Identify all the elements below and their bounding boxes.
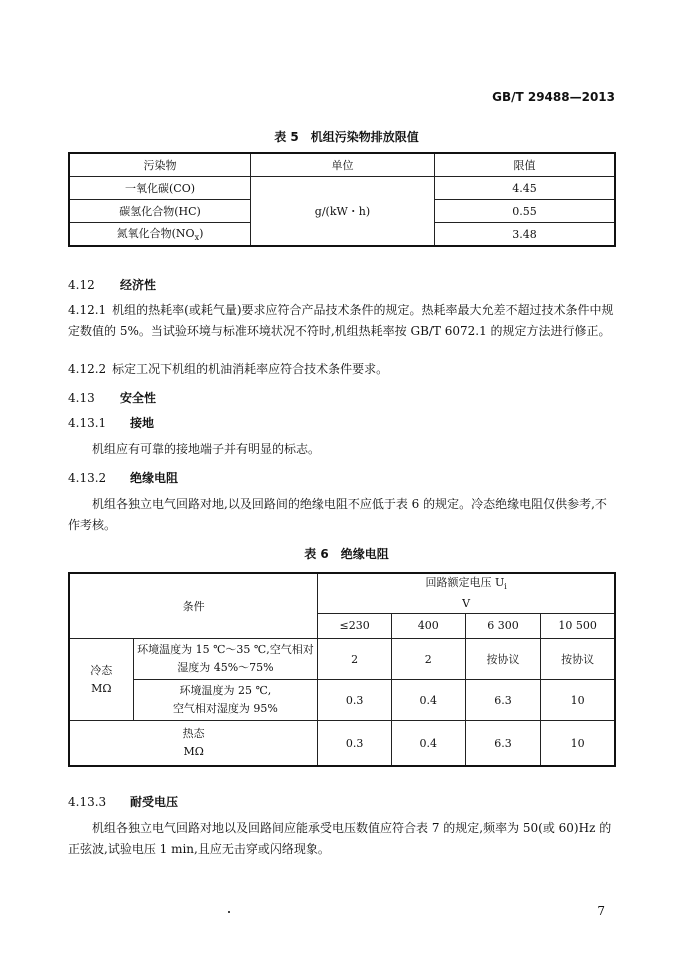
section-4-13-2-paragraph: 机组各独立电气回路对地,以及回路间的绝缘电阻不应低于表 6 的规定。冷态绝缘电阻仅供参考,不作考核。 — [68, 497, 607, 532]
table5-pollutant: 氮氧化合物$(NO_x)$ — [69, 223, 251, 247]
standard-code: GB/T 29488—2013 — [492, 90, 615, 104]
table-row — [69, 153, 615, 177]
table6-cold-label: 冷态 MΩ — [69, 639, 133, 721]
table6-value: 2 — [318, 639, 392, 680]
table5-limit: 0.55 — [435, 200, 616, 223]
table6-value: 0.3 — [318, 721, 392, 767]
section-4-13-2-heading: 4.13.2 绝缘电阻 — [68, 471, 179, 485]
scan-speck — [228, 911, 230, 913]
section-4-12-1-paragraph: 4.12.1 机组的热耗率(或耗气量)要求应符合产品技术条件的规定。热耗率最大允差不超过技术条件中规定数值的 5%。当试验环境与标准环境状况不符时,机组热耗率按 GB/T 6072.1 的规定方法进行修正。 — [68, 303, 614, 338]
section-4-13-1-heading: 4.13.1 接地 — [68, 416, 155, 430]
table6-value: 10 — [541, 721, 615, 767]
table6-value: 6.3 — [465, 721, 541, 767]
table6-caption: 表 6 绝缘电阻 — [304, 547, 389, 561]
table6-hot-label: 热态 MΩ — [69, 721, 318, 767]
table6-cold-condition: 环境温度为 15 ℃～35 ℃,空气相对 湿度为 45%～75% — [133, 639, 318, 680]
table6-voltage-400: 400 — [391, 613, 465, 638]
table-row — [69, 680, 615, 721]
table5-header-pollutant: 污染物 — [69, 153, 251, 177]
table5-caption: 表 5 机组污染物排放限值 — [274, 130, 419, 144]
table-row — [69, 573, 615, 613]
table6-voltage-10500: 10 500 — [541, 613, 615, 638]
table6-condition-header: 条件 — [69, 573, 318, 639]
table5-pollutant: 一氧化碳(CO) — [69, 177, 251, 200]
table5-limit: 3.48 — [435, 223, 616, 247]
table-row — [69, 639, 615, 680]
table5 — [68, 152, 616, 247]
table6-voltage-6300: 6 300 — [465, 613, 541, 638]
table6-value: 0.3 — [318, 680, 392, 721]
page-number: 7 — [597, 904, 605, 918]
table5-header-limit: 限值 — [435, 153, 616, 177]
table5-unit: g/(kW・h) — [251, 177, 435, 247]
table6-cold-condition: 环境温度为 25 ℃, 空气相对湿度为 95% — [133, 680, 318, 721]
section-4-12-heading: 4.12 经济性 — [68, 278, 157, 292]
section-4-12-2-paragraph: 4.12.2 标定工况下机组的机油消耗率应符合技术条件要求。 — [68, 362, 389, 376]
table-row — [69, 177, 615, 200]
section-4-13-1-paragraph: 机组应有可靠的接地端子并有明显的标志。 — [92, 442, 321, 456]
table6-value: 按协议 — [541, 639, 615, 680]
table6-value: 0.4 — [391, 680, 465, 721]
table6-value: 2 — [391, 639, 465, 680]
table6-value: 6.3 — [465, 680, 541, 721]
table5-limit: 4.45 — [435, 177, 616, 200]
table6-value: 10 — [541, 680, 615, 721]
section-4-13-3-paragraph: 机组各独立电气回路对地以及回路间应能承受电压数值应符合表 7 的规定,频率为 50(或 60)Hz 的正弦波,试验电压 1 min,且应无击穿或闪络现象。 — [68, 821, 612, 856]
section-4-13-3-heading: 4.13.3 耐受电压 — [68, 795, 179, 809]
table5-header-unit: 单位 — [251, 153, 435, 177]
table-row — [69, 721, 615, 767]
table6-voltage-header: 回路额定电压 $U_i$ V — [318, 573, 615, 613]
table6-value: 按协议 — [465, 639, 541, 680]
table6 — [68, 572, 616, 767]
table6-value: 0.4 — [391, 721, 465, 767]
table6-voltage-230: ≤230 — [318, 613, 392, 638]
section-4-13-heading: 4.13 安全性 — [68, 391, 157, 405]
table5-pollutant: 碳氢化合物(HC) — [69, 200, 251, 223]
